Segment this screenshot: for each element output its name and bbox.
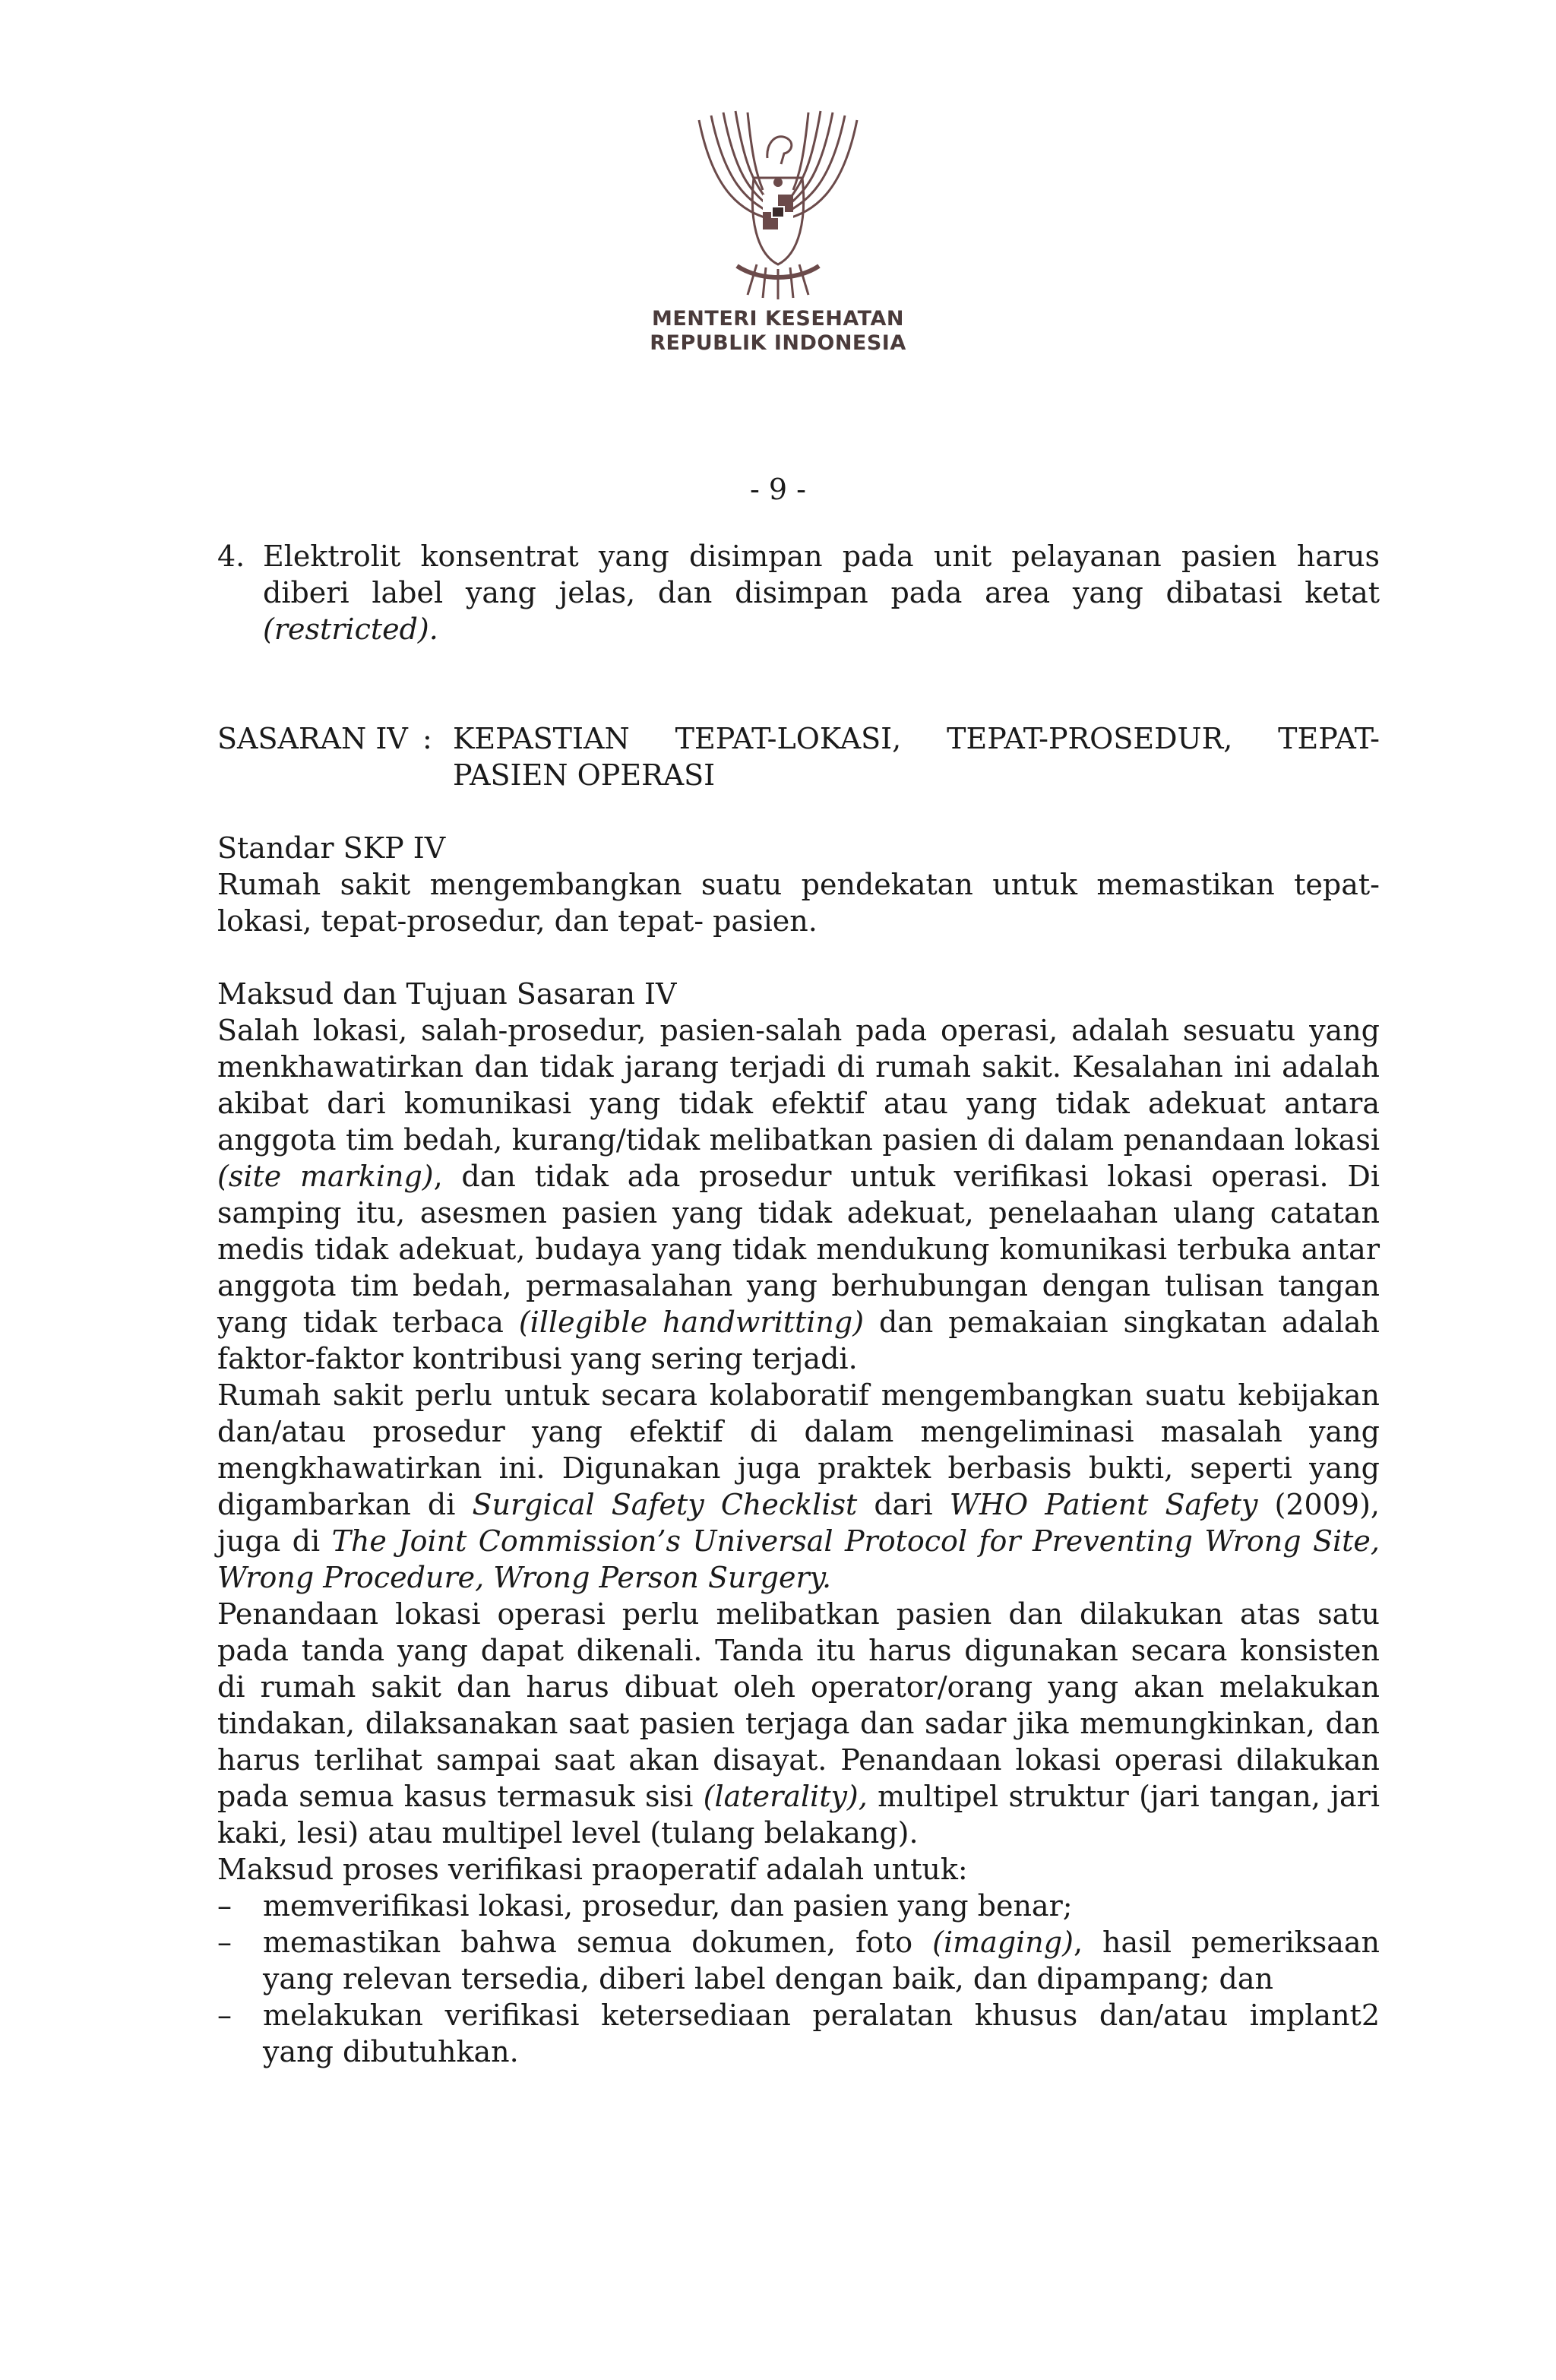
- p1-text-c: dan pemakaian singkatan adalah faktor-faktor kontribusi yang sering terjadi.: [217, 1306, 1380, 1375]
- list-item: [217, 1924, 1380, 1997]
- maksud-paragraph-4: Maksud proses verifikasi praoperatif adalah untuk:: [217, 1853, 968, 1886]
- office-title-line2: REPUBLIK INDONESIA: [650, 331, 906, 355]
- p1-italic-handwritting: (illegible handwritting): [518, 1306, 865, 1339]
- page-number: - 9 -: [749, 473, 806, 506]
- maksud-section: [217, 976, 1380, 2070]
- list-item: [217, 1888, 1380, 1924]
- p1-italic-site-marking: (site marking): [217, 1160, 434, 1193]
- p2-text-a: Rumah sakit perlu untuk secara kolaboratif mengembangkan suatu kebijakan dan/atau prosedur yang efektif di dalam mengeliminasi masalah yang mengkhawatirkan ini. Digunakan juga praktek berbasis bukti, seperti yang digambarkan di: [217, 1378, 1380, 1521]
- p1-text-a: Salah lokasi, salah-prosedur, pasien-salah pada operasi, adalah sesuatu yang menkhawatirkan dan tidak jarang terjadi di rumah sakit. Kesalahan ini adalah akibat dari komunikasi yang tidak efektif atau yang tidak adekuat antara anggota tim bedah, kurang/tidak melibatkan pasien di dalam penandaan lokasi: [217, 1014, 1380, 1157]
- standar-section: [217, 830, 1380, 939]
- maksud-paragraph-1: [217, 1012, 1380, 1377]
- bullet-2-italic-imaging: (imaging): [932, 1926, 1074, 1959]
- garuda-emblem-icon: [684, 105, 872, 304]
- standar-heading: Standar SKP IV: [217, 831, 446, 865]
- p2-italic-who: WHO Patient Safety: [949, 1488, 1258, 1521]
- dash-bullet: –: [217, 1926, 232, 1959]
- p2-text-c: (2009), juga di: [217, 1488, 1380, 1558]
- dash-bullet: –: [217, 1889, 232, 1923]
- bullet-1-text: memverifikasi lokasi, prosedur, dan pasien yang benar;: [263, 1889, 1073, 1923]
- p3-italic-laterality: (laterality),: [703, 1780, 868, 1813]
- document-body: [217, 538, 1380, 2070]
- bullet-2-text-a: memastikan bahwa semua dokumen, foto: [263, 1926, 913, 1959]
- standar-text: Rumah sakit mengembangkan suatu pendekatan untuk memastikan tepat-lokasi, tepat-prosedur, dan tepat- pasien.: [217, 868, 1380, 938]
- sasaran-code: SASARAN IV: [217, 722, 408, 755]
- maksud-heading: Maksud dan Tujuan Sasaran IV: [217, 977, 677, 1011]
- office-title-line1: MENTERI KESEHATAN: [652, 307, 904, 331]
- sasaran-colon: :: [422, 722, 432, 755]
- sasaran-title: KEPASTIAN TEPAT-LOKASI, TEPAT-PROSEDUR, TEPAT-PASIEN OPERASI: [453, 722, 1380, 792]
- item-number: 4.: [217, 540, 245, 573]
- maksud-paragraph-3: [217, 1596, 1380, 1851]
- p3-text-b: multipel struktur (jari tangan, jari kaki, lesi) atau multipel level (tulang belakang).: [217, 1780, 1380, 1850]
- sasaran-heading: [217, 720, 1380, 793]
- maksud-paragraph-2: [217, 1377, 1380, 1596]
- list-item: [217, 1997, 1380, 2070]
- item-italic-term: (restricted).: [263, 612, 438, 646]
- p2-text-b: dari: [874, 1488, 933, 1521]
- p2-italic-checklist: Surgical Safety Checklist: [472, 1488, 858, 1521]
- p3-text-a: Penandaan lokasi operasi perlu melibatkan pasien dan dilakukan atas satu pada tanda yang dapat dikenali. Tanda itu harus digunakan secara konsisten di rumah sakit dan harus dibuat oleh operator/orang yang akan melakukan tindakan, dilaksanakan saat pasien terjaga dan sadar jika memungkinkan, dan harus terlihat sampai saat akan disayat. Penandaan lokasi operasi dilakukan pada semua kasus termasuk sisi: [217, 1597, 1380, 1813]
- item-text: Elektrolit konsentrat yang disimpan pada unit pelayanan pasien harus diberi label yang jelas, dan disimpan pada area yang dibatasi ketat: [263, 540, 1380, 609]
- numbered-item-4: [217, 538, 1380, 647]
- p1-text-b: , dan tidak ada prosedur untuk verifikasi lokasi operasi. Di samping itu, asesmen pasien yang tidak adekuat, penelaahan ulang catatan medis tidak adekuat, budaya yang tidak mendukung komunikasi terbuka antar anggota tim bedah, permasalahan yang berhubungan dengan tulisan tangan yang tidak terbaca: [217, 1160, 1380, 1339]
- p2-italic-protocol: The Joint Commission’s Universal Protocol for Preventing Wrong Site, Wrong Procedure, Wrong Person Surgery.: [217, 1524, 1380, 1594]
- bullet-2-text-b: , hasil pemeriksaan yang relevan tersedia, diberi label dengan baik, dan dipampang; dan: [263, 1926, 1380, 1995]
- bullet-3-text: melakukan verifikasi ketersediaan peralatan khusus dan/atau implant2 yang dibutuhkan.: [263, 1999, 1380, 2068]
- dash-bullet: –: [217, 1999, 232, 2032]
